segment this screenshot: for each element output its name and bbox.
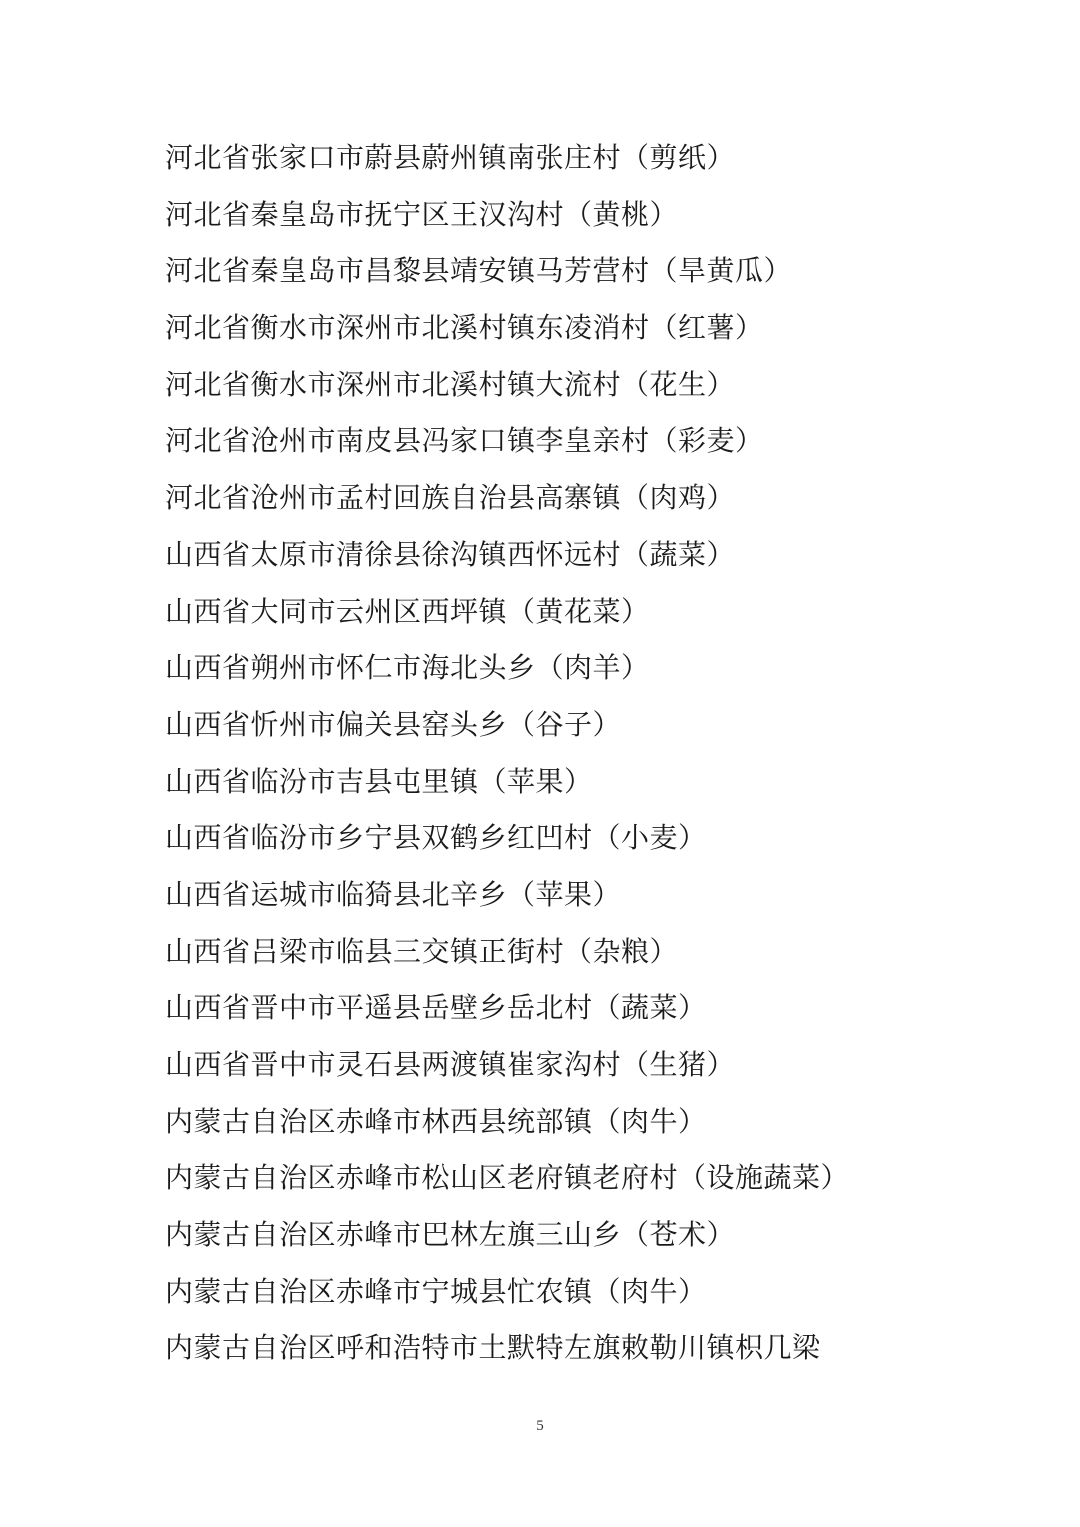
list-item: 河北省秦皇岛市昌黎县靖安镇马芳营村（旱黄瓜） — [165, 254, 793, 288]
list-item: 河北省秦皇岛市抚宁区王汉沟村（黄桃） — [165, 197, 679, 231]
list-item: 内蒙古自治区赤峰市林西县统部镇（肉牛） — [165, 1104, 707, 1138]
list-item: 山西省吕梁市临县三交镇正街村（杂粮） — [165, 934, 679, 968]
list-item: 山西省朔州市怀仁市海北头乡（肉羊） — [165, 651, 650, 685]
list-item: 山西省晋中市平遥县岳壁乡岳北村（蔬菜） — [165, 991, 707, 1025]
page-number: 5 — [536, 1418, 544, 1434]
list-item: 山西省运城市临猗县北辛乡（苹果） — [165, 877, 622, 911]
list-item: 山西省临汾市乡宁县双鹤乡红凹村（小麦） — [165, 821, 707, 855]
list-item: 山西省忻州市偏关县窑头乡（谷子） — [165, 707, 622, 741]
list-item: 内蒙古自治区赤峰市巴林左旗三山乡（苍术） — [165, 1218, 736, 1252]
entry-list — [165, 130, 1025, 1377]
list-item: 山西省晋中市灵石县两渡镇崔家沟村（生猪） — [165, 1048, 736, 1081]
list-item: 山西省临汾市吉县屯里镇（苹果） — [165, 764, 593, 798]
list-item: 内蒙古自治区赤峰市宁城县忙农镇（肉牛） — [165, 1274, 707, 1308]
list-item: 河北省沧州市南皮县冯家口镇李皇亲村（彩麦） — [165, 424, 764, 458]
list-item: 河北省衡水市深州市北溪村镇东凌消村（红薯） — [165, 311, 764, 345]
list-item: 山西省大同市云州区西坪镇（黄花菜） — [165, 594, 650, 628]
list-item: 内蒙古自治区赤峰市松山区老府镇老府村（设施蔬菜） — [165, 1161, 850, 1195]
list-item: 河北省衡水市深州市北溪村镇大流村（花生） — [165, 367, 736, 401]
list-item: 河北省张家口市蔚县蔚州镇南张庄村（剪纸） — [165, 141, 736, 174]
list-item: 内蒙古自治区呼和浩特市土默特左旗敕勒川镇枳几梁 — [165, 1331, 821, 1365]
list-item: 山西省太原市清徐县徐沟镇西怀远村（蔬菜） — [165, 537, 736, 571]
list-item: 河北省沧州市孟村回族自治县高寨镇（肉鸡） — [165, 481, 736, 515]
